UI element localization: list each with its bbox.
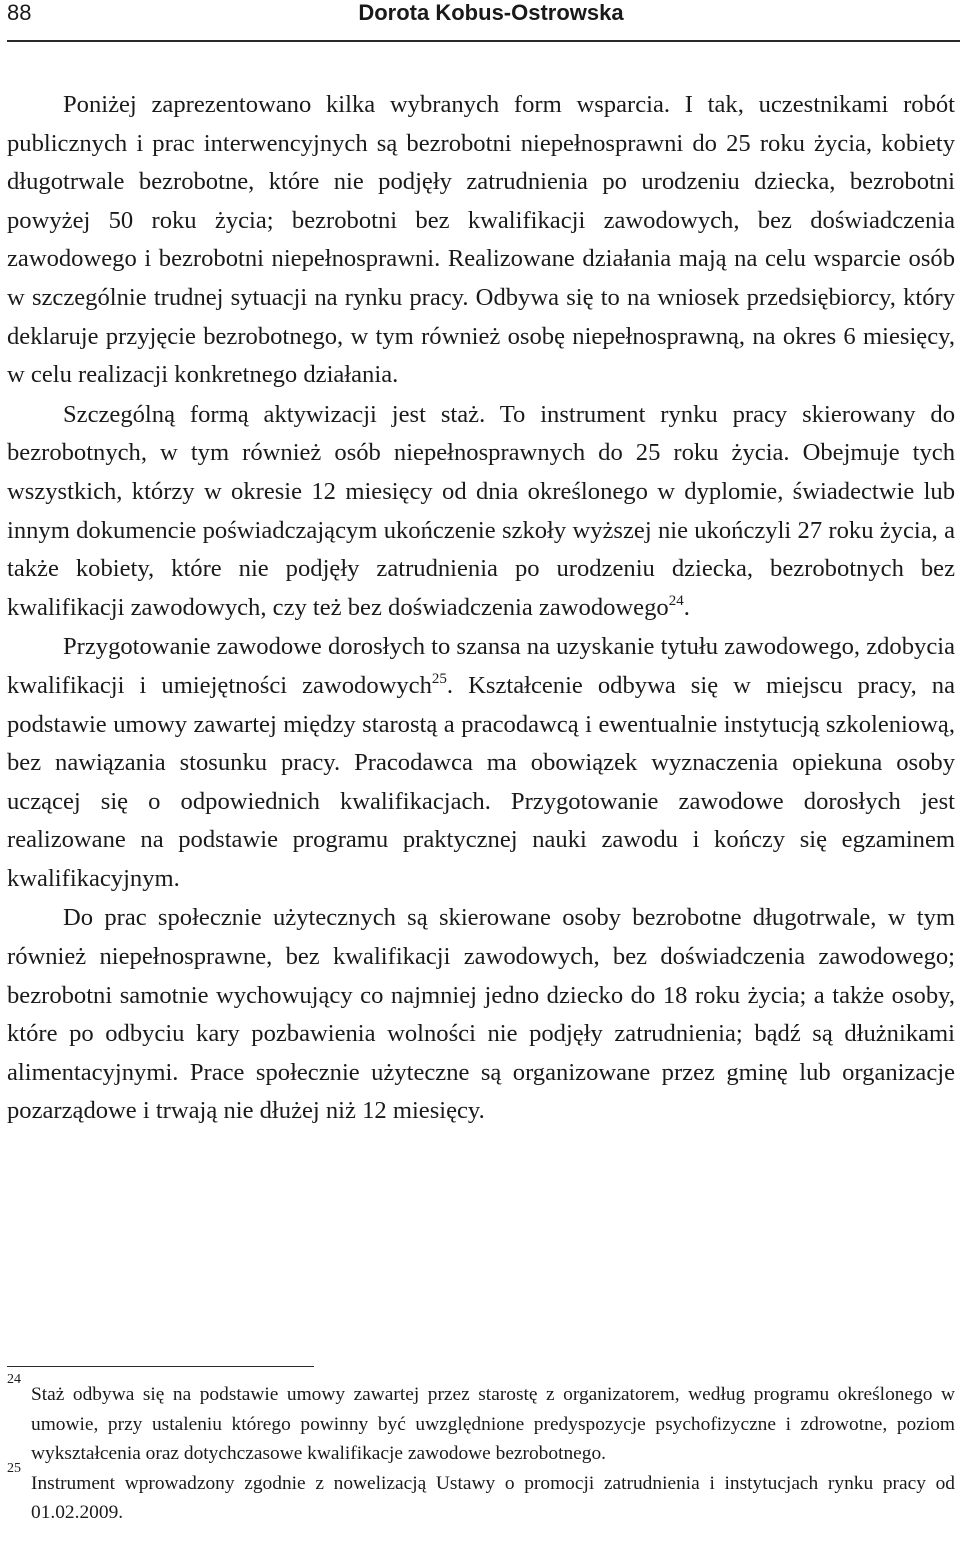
footnote — [7, 1460, 955, 1528]
paragraph-text-after: . — [683, 593, 690, 621]
paragraph — [7, 396, 955, 628]
running-header — [7, 0, 955, 40]
paragraph — [7, 628, 955, 898]
running-header-author: Dorota Kobus-Ostrowska — [358, 0, 624, 25]
header-rule — [7, 40, 960, 42]
paragraph-text: Szczególną formą aktywizacji jest staż. To instrument rynku pracy skierowany do bezrobotnych, w tym również osób niepełnosprawnych do 25 roku życia. Obejmuje tych wszystkich, którzy w okresie 12 miesięcy od dnia określonego w dyplomie, świadectwie lub innym dokumencie poświadczającym ukończenie szkoły wyższej nie ukończyli 27 roku życia, a także kobiety, które nie podjęły zatrudnienia po urodzeniu dziecka, bezrobotnych bez kwalifikacji zawodowych, czy też bez doświadczenia zawodowego — [7, 400, 955, 621]
footnote-number: 25 — [7, 1460, 21, 1476]
paragraph — [7, 86, 955, 395]
footnote-reference[interactable]: 25 — [431, 670, 447, 687]
footnote-text: Staż odbywa się na podstawie umowy zawartej przez starostę z organizatorem, według programu określonego w umowie, przy ustaleniu którego powinny być uwzględnione predyspozycje psychofizyczne i zdrowotne, poziom wykształcenia oraz dotychczasowe kwalifikacje zawodowe bezrobotnego. — [31, 1384, 955, 1464]
document-page — [7, 0, 955, 1552]
footnote-text: Instrument wprowadzony zgodnie z nowelizacją Ustawy o promocji zatrudnienia i instytucjach rynku pracy od 01.02.2009. — [31, 1472, 955, 1523]
footnotes — [7, 1372, 955, 1528]
footnote-separator — [7, 1366, 314, 1367]
page-number: 88 — [7, 0, 32, 25]
paragraph — [7, 899, 955, 1131]
paragraph-text: Przygotowanie zawodowe dorosłych to szansa na uzyskanie tytułu zawodowego, zdobycia kwalifikacji i umiejętności zawodowych — [7, 633, 955, 699]
body-text — [7, 86, 955, 1131]
footnote — [7, 1372, 955, 1469]
footnote-reference[interactable]: 24 — [668, 592, 684, 609]
paragraph-text: Poniżej zaprezentowano kilka wybranych form wsparcia. I tak, uczestnikami robót publicznych i prac interwencyjnych są bezrobotni niepełnosprawni do 25 roku życia, kobiety długotrwale bezrobotne, które nie podjęły zatrudnienia po urodzeniu dziecka, bezrobotni powyżej 50 roku życia; bezrobotni bez kwalifikacji zawodowych, bez doświadczenia zawodowego i bezrobotni niepełnosprawni. Realizowane działania mają na celu wsparcie osób w szczególnie trudnej sytuacji na rynku pracy. Odbywa się to na wniosek przedsiębiorcy, który deklaruje przyjęcie bezrobotnego, w tym również osobę niepełnosprawną, na okres 6 miesięcy, w celu realizacji konkretnego działania. — [7, 91, 955, 389]
paragraph-text-after: . Kształcenie odbywa się w miejscu pracy, na podstawie umowy zawartej między starostą a pracodawcą i ewentualnie instytucją szkoleniową, bez nawiązania stosunku pracy. Pracodawca ma obowiązek wyznaczenia opiekuna osoby uczącej się o odpowiednich kwalifikacjach. Przygotowanie zawodowe dorosłych jest realizowane na podstawie programu praktycznej nauki zawodu i kończy się egzaminem kwalifikacyjnym. — [7, 671, 955, 892]
footnote-number: 24 — [7, 1372, 21, 1387]
paragraph-text: Do prac społecznie użytecznych są skierowane osoby bezrobotne długotrwale, w tym również niepełnosprawne, bez kwalifikacji zawodowych, bez doświadczenia zawodowego; bezrobotni samotnie wychowujący co najmniej jedno dziecko do 18 roku życia; a także osoby, które po odbyciu kary pozbawienia wolności nie podjęły zatrudnienia; bądź są dłużnikami alimentacyjnymi. Prace społecznie użyteczne są organizowane przez gminę lub organizacje pozarządowe i trwają nie dłużej niż 12 miesięcy. — [7, 904, 955, 1125]
